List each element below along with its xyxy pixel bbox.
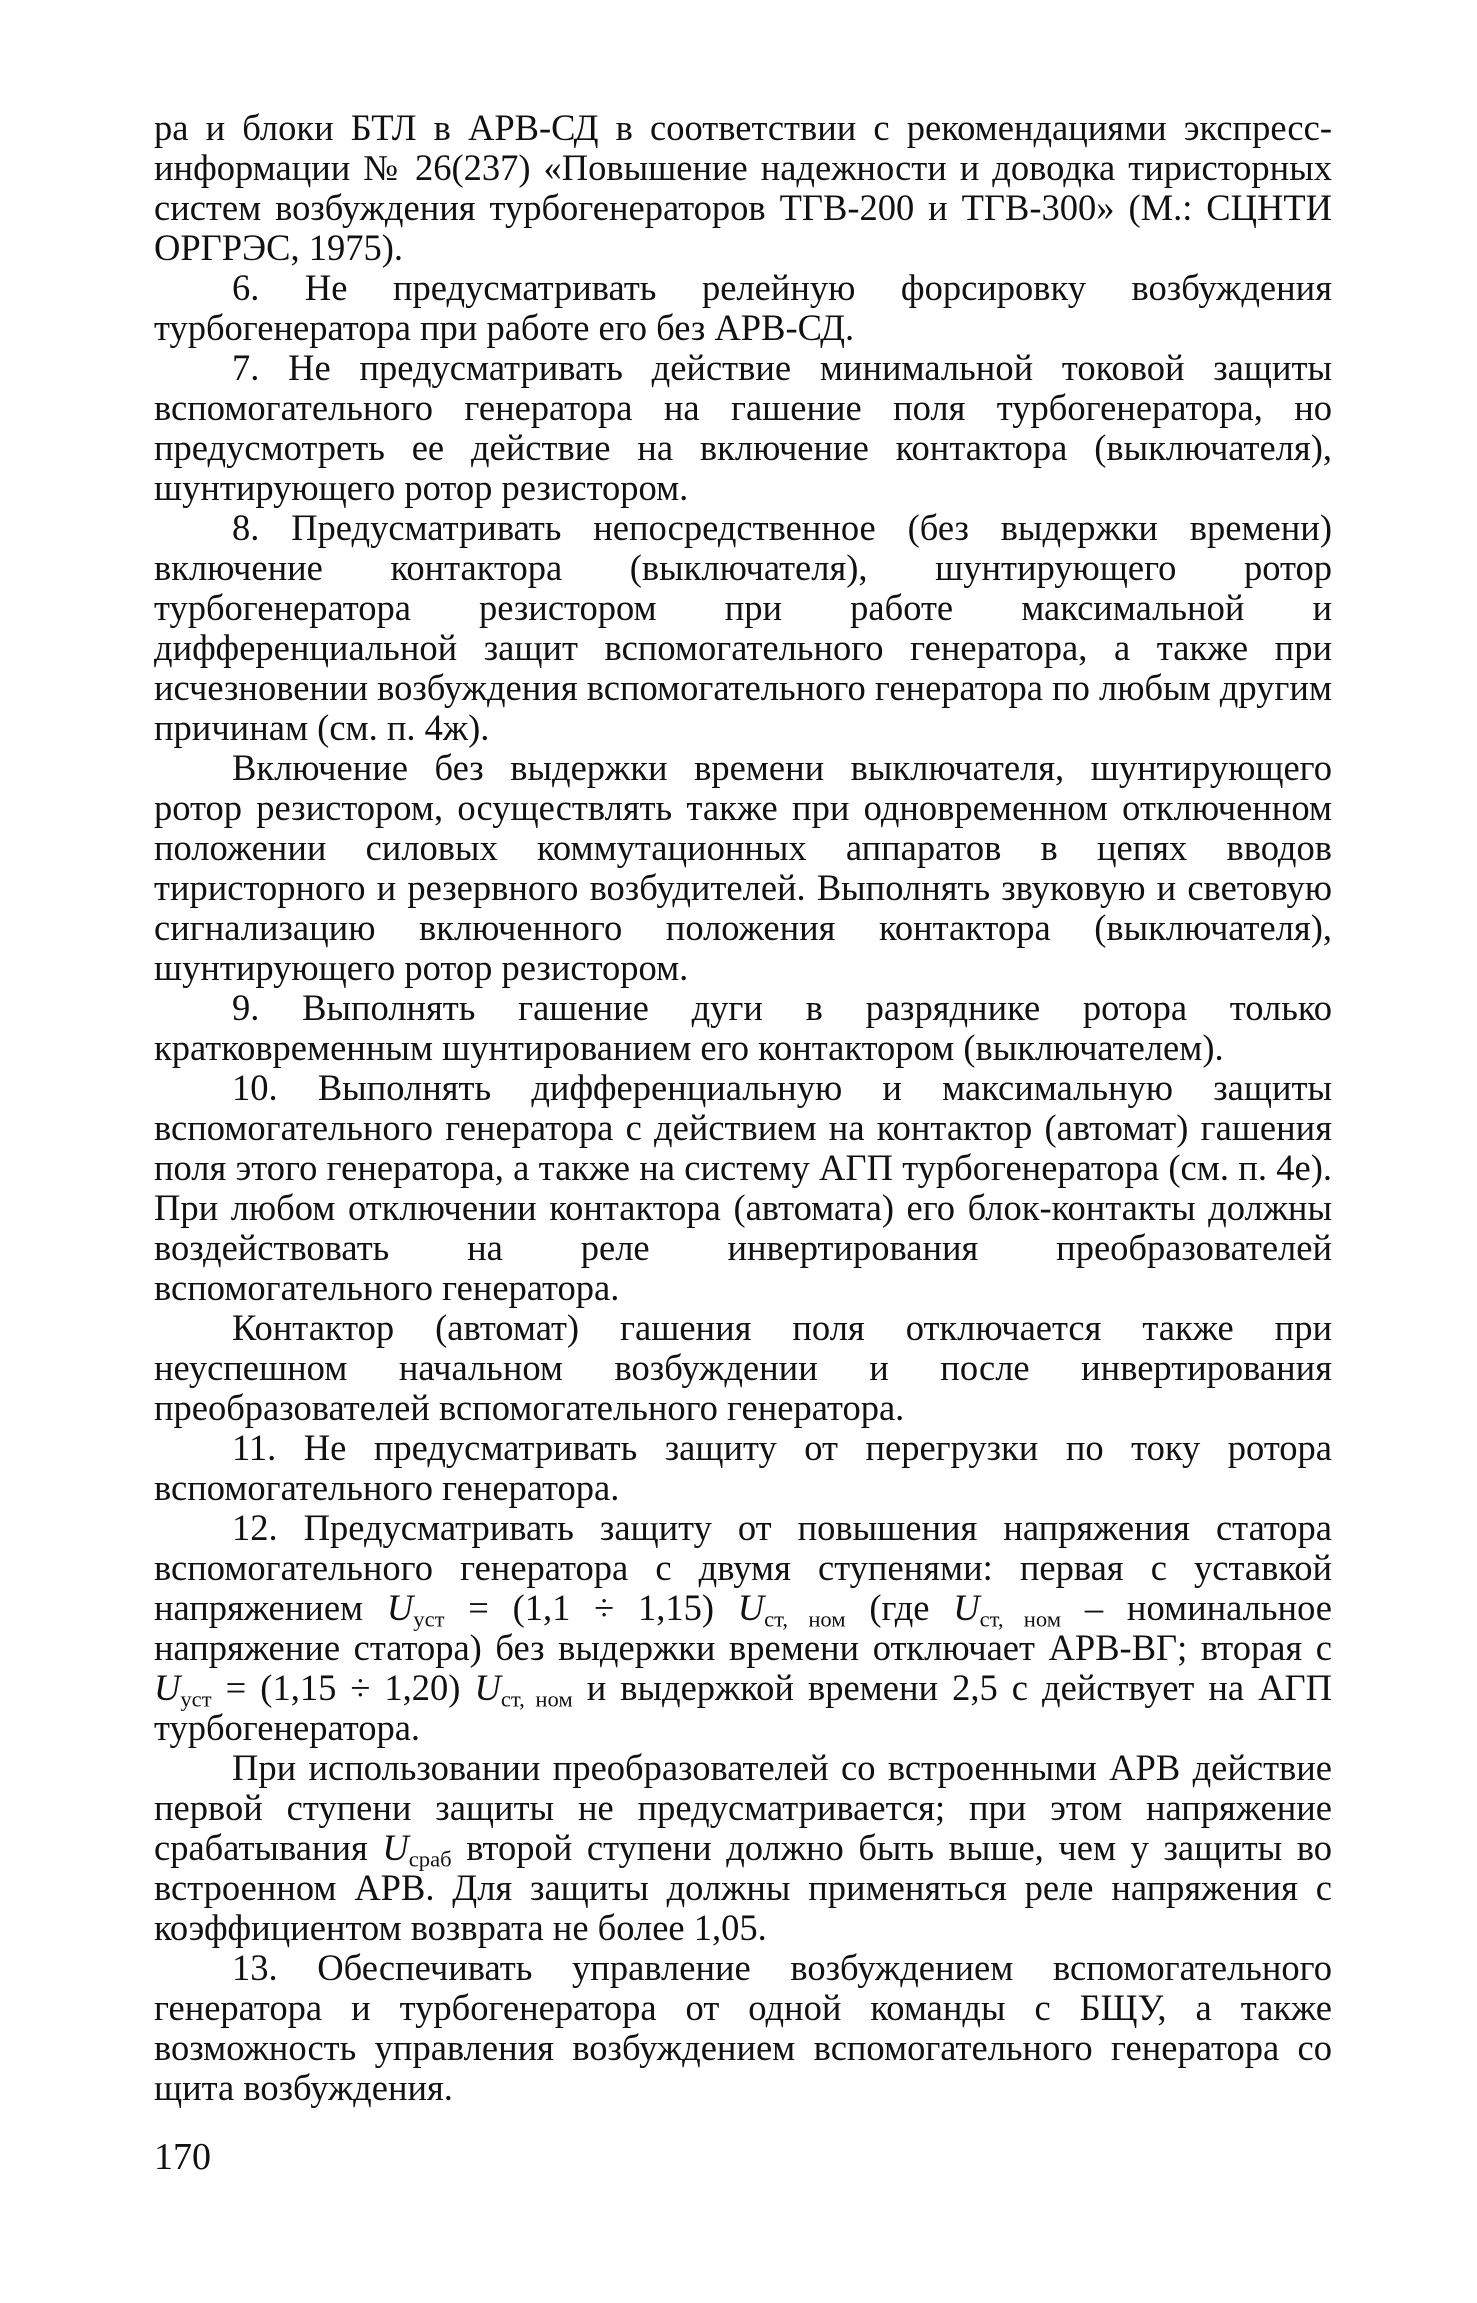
paragraph-item-12-continued	[154, 1748, 1332, 1948]
text-run: – номинальное напряжение статора) без выдержки времени отключает АРВ-ВГ; вторая с	[154, 1587, 1332, 1668]
text-run: 12. Предусматривать защиту от повышения напряжения статора вспомогательного генератора с двумя ступенями: первая с уставкой напряжением	[154, 1507, 1332, 1628]
paragraph-item-12	[154, 1508, 1332, 1748]
paragraph-continuation: ра и блоки БТЛ в АРВ-СД в соответствии с рекомендациями экспресс-информации № 26(237) «Повышение надежности и доводка тиристорных систем возбуждения турбогенераторов ТГВ-200 и ТГВ-300» (М.: СЦНТИ ОРГРЭС, 1975).	[154, 107, 1332, 268]
text-run: второй ступени должно быть выше, чем у защиты во встроенном АРВ. Для защиты должны применяться реле напряжения с коэффициентом возврата не более 1,05.	[154, 1827, 1333, 1948]
text-run: (где	[845, 1587, 954, 1628]
symbol-u: U	[737, 1587, 765, 1628]
paragraph-item-11: 11. Не предусматривать защиту от перегрузки по току ротора вспомогательного генератора.	[154, 1427, 1332, 1508]
paragraph-item-6: 6. Не предусматривать релейную форсировку возбуждения турбогенератора при работе его без АРВ-СД.	[154, 267, 1332, 348]
text-run: = (1,1 ÷ 1,15)	[444, 1587, 738, 1628]
subscript: ст, ном	[500, 1686, 573, 1712]
symbol-u: U	[154, 1667, 181, 1708]
symbol-u: U	[474, 1667, 501, 1708]
subscript: ст, ном	[764, 1606, 846, 1632]
text-run: = (1,15 ÷ 1,20)	[211, 1667, 475, 1708]
paragraph-item-9: 9. Выполнять гашение дуги в разряднике ротора только кратковременным шунтированием его контактором (выключателем).	[154, 987, 1332, 1068]
paragraph-item-10: 10. Выполнять дифференциальную и максимальную защиты вспомогательного генератора с действием на контактор (автомат) гашения поля этого генератора, а также на систему АГП турбогенератора (см. п. 4е). При любом отключении контактора (автомата) его блок-контакты должны воздействовать на реле инвертирования преобразователей вспомогательного генератора.	[154, 1067, 1332, 1308]
subscript: ст, ном	[979, 1606, 1062, 1632]
paragraph-item-10-continued: Контактор (автомат) гашения поля отключается также при неуспешном начальном возбуждении и после инвертирования преобразователей вспомогательного генератора.	[154, 1307, 1332, 1428]
symbol-u: U	[382, 1827, 409, 1868]
symbol-u: U	[386, 1587, 414, 1628]
paragraph-item-8-continued: Включение без выдержки времени выключателя, шунтирующего ротор резистором, осуществлять также при одновременном отключенном положении силовых коммутационных аппаратов в цепях вводов тиристорного и резервного возбудителей. Выполнять звуковую и световую сигнализацию включенного положения контактора (выключателя), шунтирующего ротор резистором.	[154, 747, 1332, 988]
page-body	[154, 108, 1332, 2108]
text-run: и выдержкой времени 2,5 с действует на АГП турбогенератора.	[154, 1667, 1332, 1748]
paragraph-item-7: 7. Не предусматривать действие минимальной токовой защиты вспомогательного генератора на гашение поля турбогенератора, но предусмотреть ее действие на включение контактора (выключателя), шунтирующего ротор резистором.	[154, 347, 1332, 508]
text-run: При использовании преобразователей со встроенными АРВ действие первой ступени защиты не предусматривается; при этом напряжение срабатывания	[154, 1747, 1332, 1868]
subscript: сраб	[408, 1846, 452, 1872]
subscript: уст	[413, 1606, 445, 1632]
page-number: 170	[154, 2136, 211, 2178]
symbol-u: U	[953, 1587, 980, 1628]
paragraph-item-8: 8. Предусматривать непосредственное (без выдержки времени) включение контактора (выключателя), шунтирующего ротор турбогенератора резистором при работе максимальной и дифференциальной защит вспомогательного генератора, а также при исчезновении возбуждения вспомогательного генератора по любым другим причинам (см. п. 4ж).	[154, 507, 1332, 748]
subscript: уст	[180, 1686, 212, 1712]
paragraph-item-13: 13. Обеспечивать управление возбуждением вспомогательного генератора и турбогенератора от одной команды с БЩУ, а также возможность управления возбуждением вспомогательного генератора со щита возбуждения.	[154, 1947, 1332, 2108]
